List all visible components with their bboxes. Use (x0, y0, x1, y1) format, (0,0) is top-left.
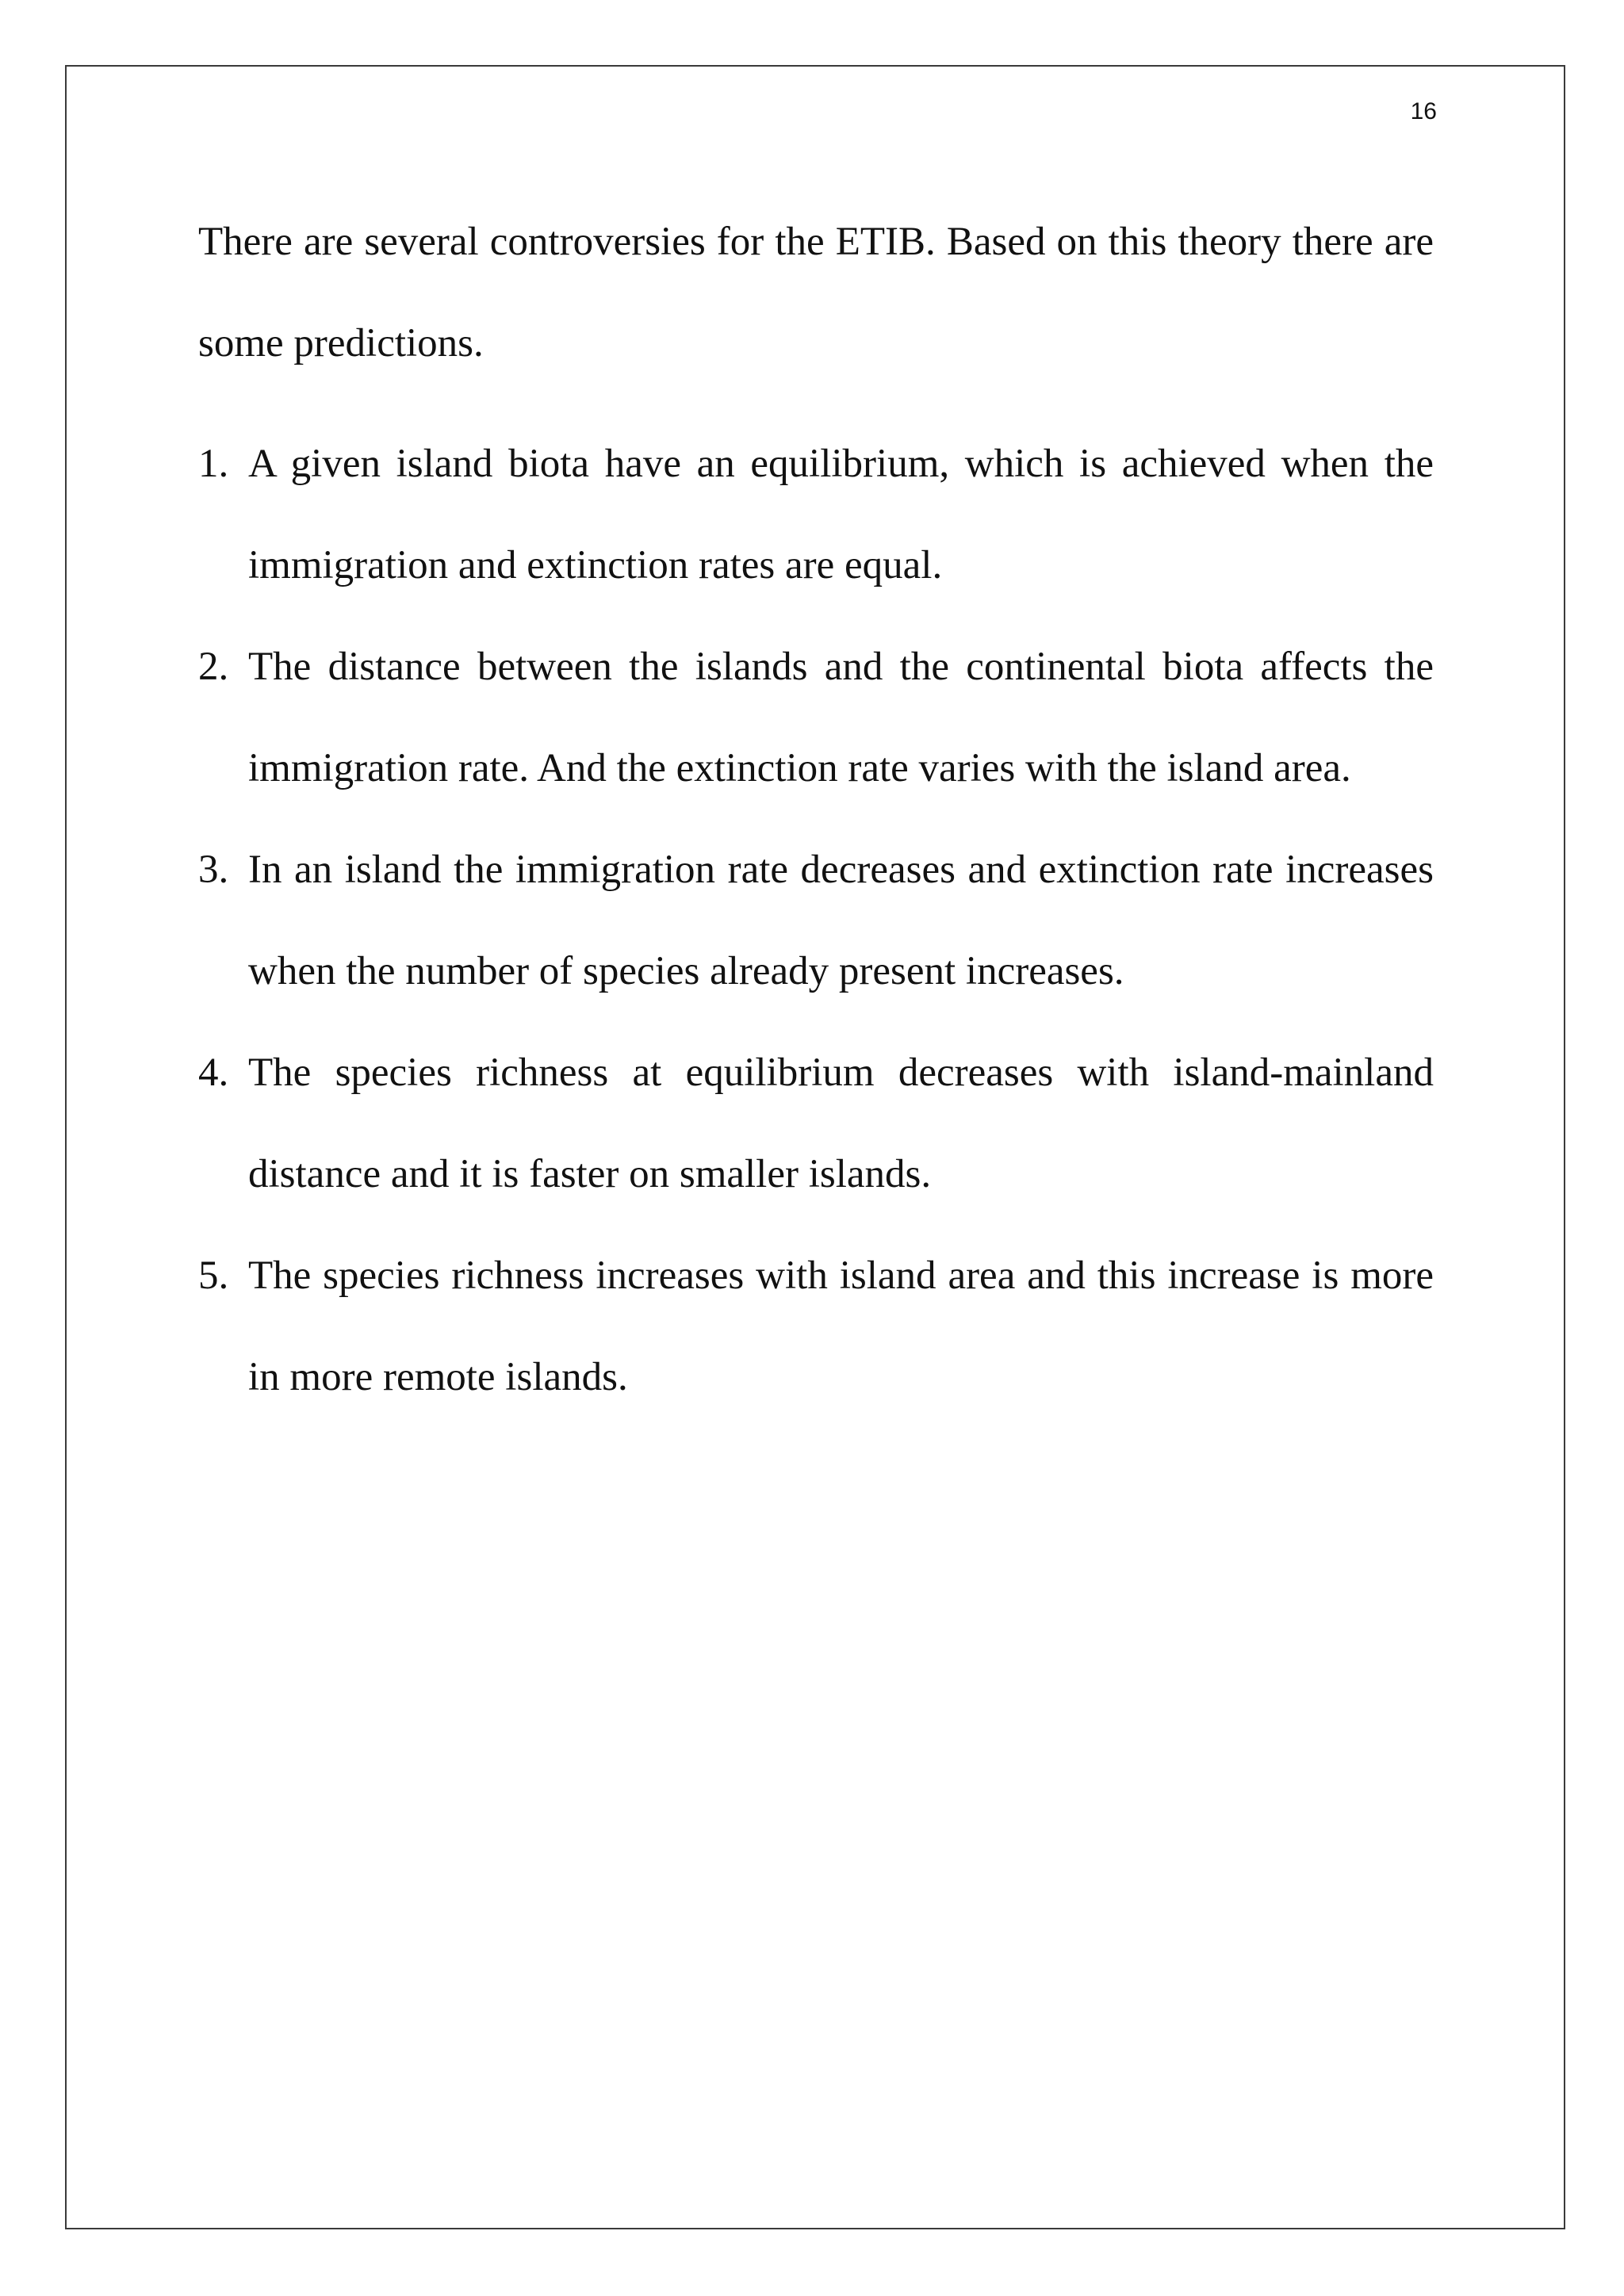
list-item (198, 1225, 1434, 1428)
list-item (198, 413, 1434, 616)
list-item-text: The species richness at equilibrium decreases with island-mainland distance and it is faster on smaller islands. (248, 1050, 1434, 1196)
list-item-number: 4. (198, 1050, 229, 1095)
list-item (198, 616, 1434, 819)
list-item-number: 3. (198, 848, 229, 892)
list-item-text: The species richness increases with island area and this increase is more in more remote islands. (248, 1253, 1434, 1399)
predictions-list (198, 413, 1434, 1428)
intro-paragraph: There are several controversies for the ETIB. Based on this theory there are some predictions. (198, 220, 1434, 365)
list-item-number: 1. (198, 442, 229, 486)
document-body (198, 191, 1434, 1428)
page-number: 16 (1410, 98, 1437, 124)
list-item-text: A given island biota have an equilibrium, which is achieved when the immigration and extinction rates are equal. (248, 442, 1434, 587)
list-item (198, 1022, 1434, 1225)
list-item-number: 5. (198, 1253, 229, 1298)
list-item-text: The distance between the islands and the continental biota affects the immigration rate. And the extinction rate varies with the island area. (248, 645, 1434, 790)
list-item-text: In an island the immigration rate decreases and extinction rate increases when the number of species already present increases. (248, 848, 1434, 993)
list-item (198, 819, 1434, 1022)
list-item-number: 2. (198, 645, 229, 689)
